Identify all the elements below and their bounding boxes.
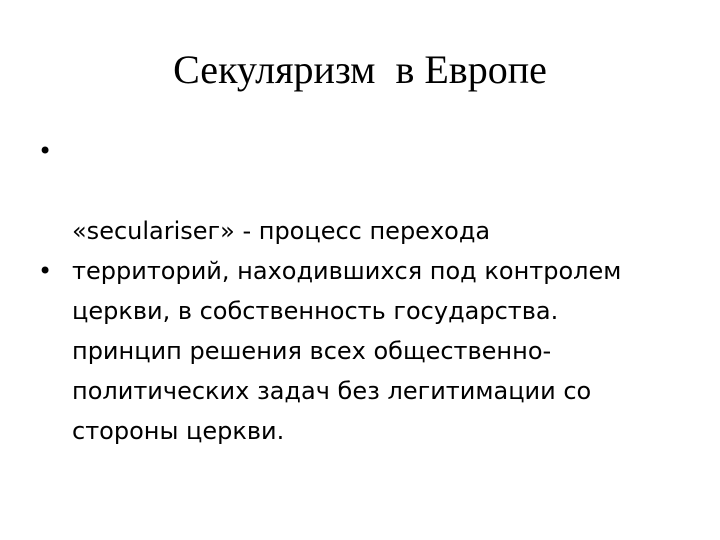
slide-title: Секуляризм в Европе: [173, 47, 547, 92]
bullet-text: принцип решения всех общественно- политических задач без легитимации со стороны церкви.: [72, 337, 592, 445]
bullet-item-principle: [38, 251, 692, 451]
bullet-text: «secularisег» - процесс перехода территорий, находившихся под контролем церкви, в собственность государства.: [72, 217, 622, 325]
bullet-dot-icon: •: [38, 257, 53, 285]
bullet-dot-icon: •: [38, 137, 53, 165]
